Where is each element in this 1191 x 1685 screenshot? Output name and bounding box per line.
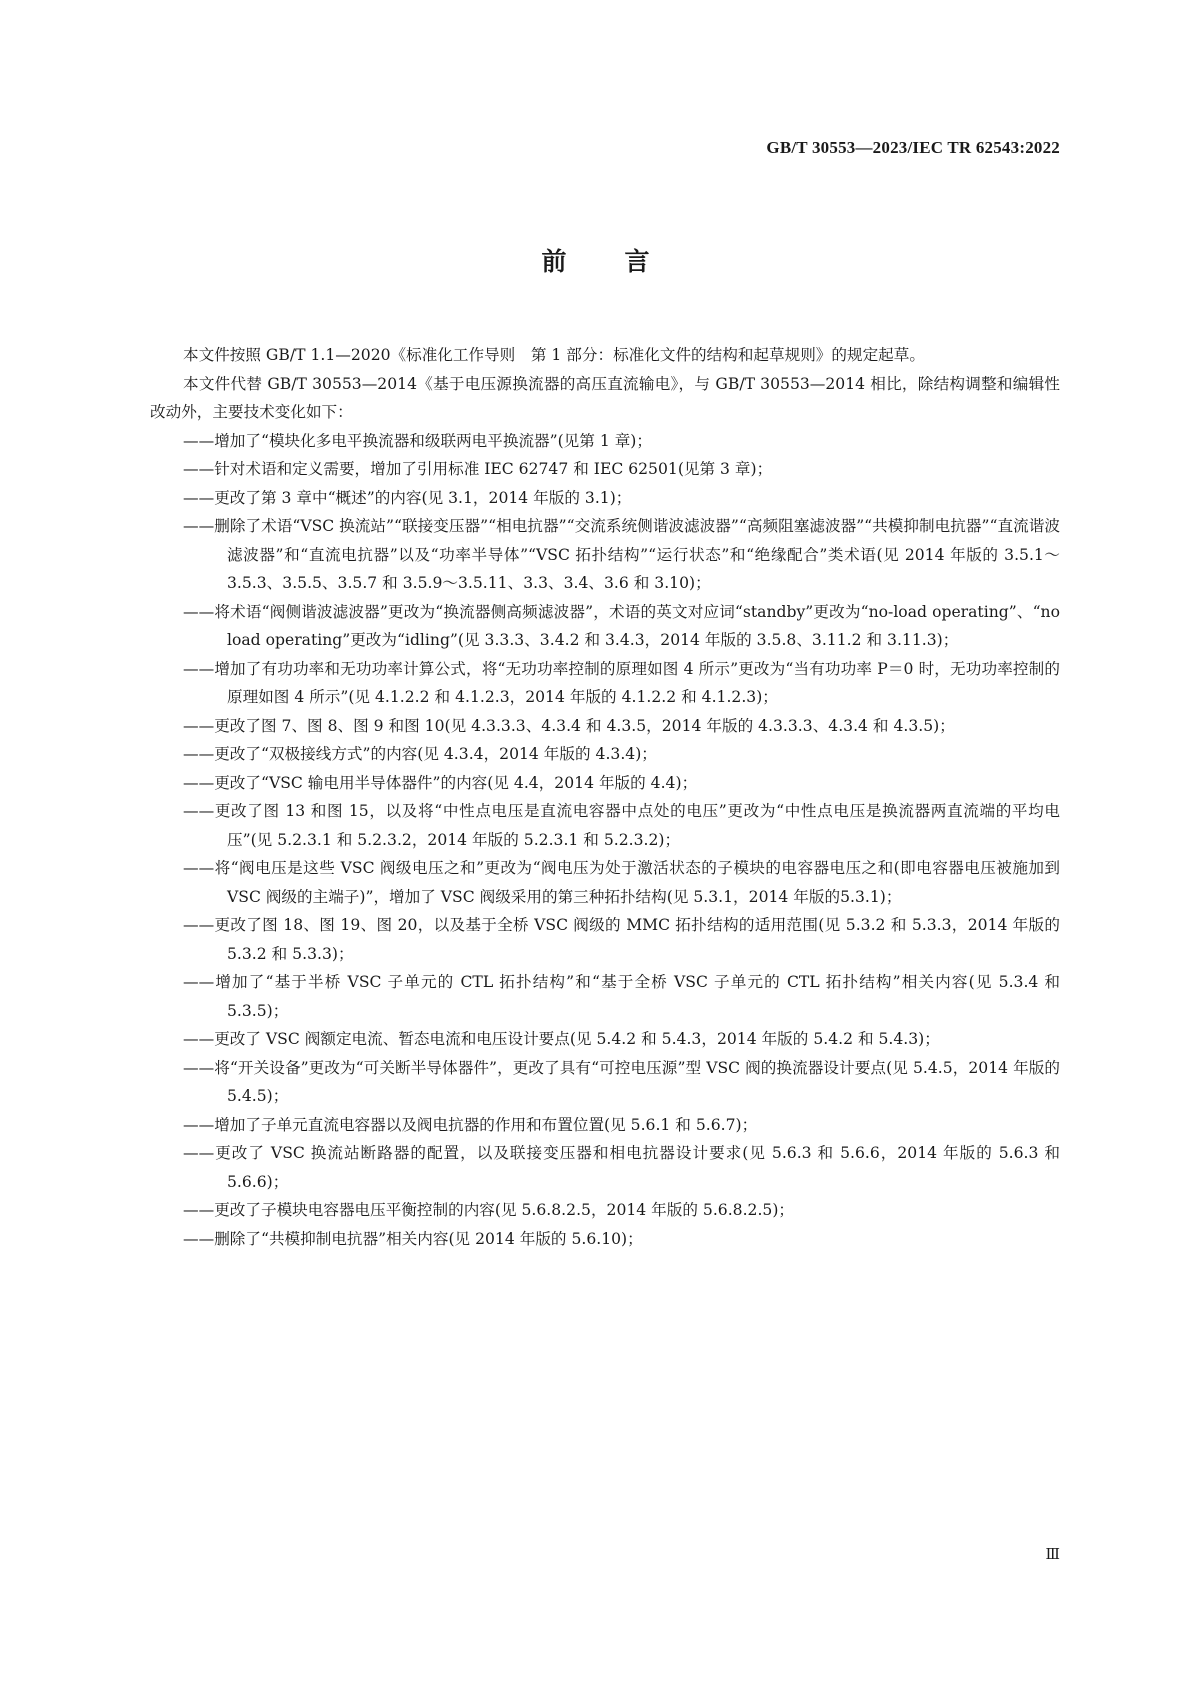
foreword-body — [150, 341, 1060, 1253]
change-item: ——更改了图 18、图 19、图 20，以及基于全桥 VSC 阀级的 MMC 拓扑结构的适用范围(见 5.3.2 和 5.3.3，2014 年版的 5.3.2 和 5.3.3)； — [183, 916, 1060, 963]
standard-code: GB/T 30553—2023/IEC TR 62543:2022 — [766, 138, 1060, 157]
change-item: ——删除了“共模抑制电抗器”相关内容(见 2014 年版的 5.6.10)； — [183, 1229, 643, 1248]
change-item: ——针对术语和定义需要，增加了引用标准 IEC 62747 和 IEC 62501(见第 3 章)； — [183, 460, 773, 478]
change-item: ——增加了“基于半桥 VSC 子单元的 CTL 拓扑结构”和“基于全桥 VSC 子单元的 CTL 拓扑结构”相关内容(见 5.3.4 和 5.3.5)； — [183, 973, 1060, 1020]
change-item: ——增加了“模块化多电平换流器和级联两电平换流器”(见第 1 章)； — [183, 431, 652, 450]
change-item: ——将“开关设备”更改为“可关断半导体器件”，更改了具有“可控电压源”型 VSC 阀的换流器设计要点(见 5.4.5，2014 年版的 5.4.5)； — [183, 1058, 1060, 1105]
change-item: ——更改了子模块电容器电压平衡控制的内容(见 5.6.8.2.5，2014 年版的 5.6.8.2.5)； — [183, 1201, 795, 1219]
intro-paragraph: 本文件代替 GB/T 30553—2014《基于电压源换流器的高压直流输电》，与 GB/T 30553—2014 相比，除结构调整和编辑性改动外，主要技术变化如下： — [150, 374, 1060, 421]
change-item: ——更改了 VSC 换流站断路器的配置，以及联接变压器和相电抗器设计要求(见 5.6.3 和 5.6.6，2014 年版的 5.6.3 和 5.6.6)； — [183, 1144, 1060, 1191]
change-item: ——更改了第 3 章中“概述”的内容(见 3.1，2014 年版的 3.1)； — [183, 488, 632, 507]
change-item: ——更改了“VSC 输电用半导体器件”的内容(见 4.4，2014 年版的 4.4)； — [183, 773, 698, 792]
change-item: ——增加了子单元直流电容器以及阀电抗器的作用和布置位置(见 5.6.1 和 5.6.7)； — [183, 1115, 758, 1134]
change-item: ——更改了图 7、图 8、图 9 和图 10(见 4.3.3.3、4.3.4 和 4.3.5，2014 年版的 4.3.3.3、4.3.4 和 4.3.5)； — [183, 716, 955, 735]
change-item: ——更改了图 13 和图 15，以及将“中性点电压是直流电容器中点处的电压”更改为“中性点电压是换流器两直流端的平均电压”(见 5.2.3.1 和 5.2.3.2，2014 年版的 5.2.3.1 和 5.2.3.2)； — [183, 802, 1060, 849]
change-item: ——更改了 VSC 阀额定电流、暂态电流和电压设计要点(见 5.4.2 和 5.4.3，2014 年版的 5.4.2 和 5.4.3)； — [183, 1030, 940, 1048]
change-item: ——将“阀电压是这些 VSC 阀级电压之和”更改为“阀电压为处于激活状态的子模块的电容器电压之和(即电容器电压被施加到 VSC 阀级的主端子)”，增加了 VSC 阀级采用的第三种拓扑结构(见 5.3.1，2014 年版的5.3.1)； — [183, 859, 1060, 906]
page-title: 前言 — [541, 247, 708, 276]
intro-paragraph: 本文件按照 GB/T 1.1—2020《标准化工作导则 第 1 部分：标准化文件的结构和起草规则》的规定起草。 — [183, 346, 925, 364]
change-item: ——增加了有功功率和无功功率计算公式，将“无功功率控制的原理如图 4 所示”更改为“当有功功率 P＝0 时，无功功率控制的原理如图 4 所示”(见 4.1.2.2 和 4.1.2.3，2014 年版的 4.1.2.2 和 4.1.2.3)； — [183, 659, 1060, 706]
change-item: ——将术语“阀侧谐波滤波器”更改为“换流器侧高频滤波器”，术语的英文对应词“standby”更改为“no-load operating”、“no load operating”更改为“idling”(见 3.3.3、3.4.2 和 3.4.3，2014 年版的 3.5.8、3.11.2 和 3.11.3)； — [183, 602, 1060, 649]
page-number: Ⅲ — [1045, 1547, 1060, 1563]
change-item: ——删除了术语“VSC 换流站”“联接变压器”“相电抗器”“交流系统侧谐波滤波器”“高频阻塞滤波器”“共模抑制电抗器”“直流谐波滤波器”和“直流电抗器”以及“功率半导体”“VSC 拓扑结构”“运行状态”和“绝缘配合”类术语(见 2014 年版的 3.5.1～3.5.3、3.5.5、3.5.7 和 3.5.9～3.5.11、3.3、3.4、3.6 和 3.10)； — [183, 517, 1060, 592]
change-item: ——更改了“双极接线方式”的内容(见 4.3.4，2014 年版的 4.3.4)； — [183, 745, 657, 763]
